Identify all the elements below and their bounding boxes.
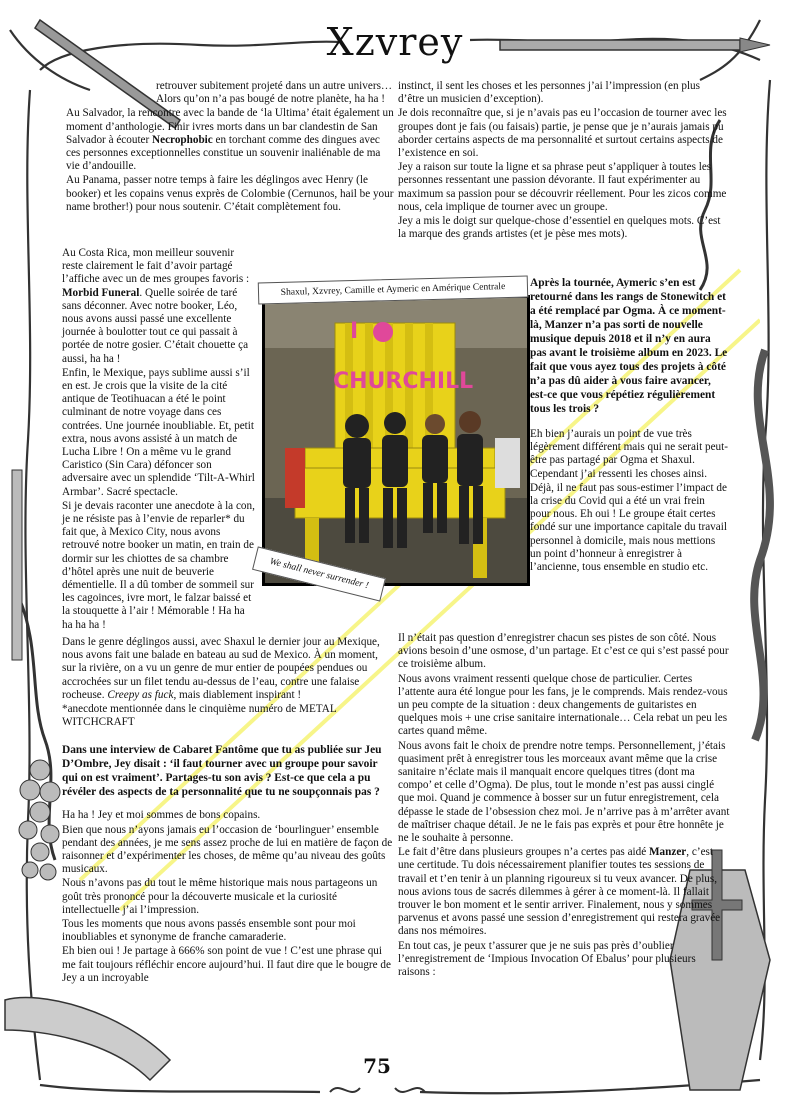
- page-title: Xzvrey: [326, 20, 464, 64]
- left-column-top: [66, 80, 396, 215]
- left-paragraph: Ha ha ! Jey et moi sommes de bons copains.: [62, 809, 261, 822]
- right-paragraph: Nous avons fait le choix de prendre notre temps. Personnellement, j’étais quasiment prêt à enregistrer tous les morceaux avant même que la crise sanitaire n’éclate mais il manquait encore quelques titres (dont ma compo’ et celle d’Ogma). De plus, tout le monde n’est pas aussi cinglé que moi. Quand je commence à bosser sur un futur enregistrement, cela dépasse le stade de l’obsession chez moi. Je n’arrive pas à m’arrêter avant de maîtriser chaque détail. Je ne le fais pas exprès et pour être honnête je ne le souhaite à personne.: [398, 739, 730, 845]
- left-column-lower: [62, 636, 394, 986]
- right-paragraph: Déjà, il ne faut pas sous-estimer l’impact de la crise du Covid qui a été un vrai frein pour nous. Eh oui ! Le groupe était certes fondé sur une importance capitale du travail personnel à domicile, mais nous mettions un point d’honneur à enregistrer à l’ancienne, tous ensemble en studio etc.: [530, 481, 727, 574]
- right-paragraph: Je dois reconnaître que, si je n’avais pas eu l’occasion de tourner avec les groupes dont je fais (ou faisais) partie, je pense que je n’aurais jamais pu aborder certains aspects de ma personnalité et surtout certains aspects de l’existence en soi.: [398, 107, 727, 160]
- right-paragraph: Il n’était pas question d’enregistrer chacun ses pistes de son côté. Nous avions besoin d’une osmose, d’un partage. Et c’est ce qui s’est passé pour ce troisième album.: [398, 632, 729, 671]
- right-paragraph: Eh bien j’aurais un point de vue très légèrement différent mais qui ne serait peut-être pas partagé par Ogma et Shaxul. Cependant j’ai ressenti les choses ainsi.: [530, 428, 728, 480]
- interview-question: Dans une interview de Cabaret Fantôme que tu as publiée sur Jeu D’Ombre, Jey disait : ‘il faut tourner avec un groupe pour savoir qui on est vraiment’. Partages-tu son avis ? Est-ce que cela a pu révéler des aspects de ta personnalité que tu ne soupçonnais pas ?: [62, 744, 382, 799]
- photo-caption: Shaxul, Xzvrey, Camille et Aymeric en Amérique Centrale: [258, 275, 528, 304]
- left-paragraph: Au Panama, passer notre temps à faire les déglingos avec Henry (le booker) et les copains venus exprès de Colombie (Cernunos, hail be your name brother!) pour nous soutenir. C’était complètement fou.: [66, 174, 394, 213]
- right-paragraph: instinct, il sent les choses et les personnes j’ai l’impression (en plus d’être un musicien d’exception).: [398, 80, 701, 106]
- right-column-top: [398, 80, 728, 242]
- left-paragraph: Au Costa Rica, mon meilleur souvenir reste clairement le fait d’avoir partagé l’affiche avec un de mes groupes favoris : Morbid Funeral. Quelle soirée de taré sans déconner. Avec notre booker, Léo, nous avons aussi passé une excellente journée à boulotter tout ce qui passait à portée de notre gosier. C’était chouette ça aussi, ha ha !: [62, 247, 250, 365]
- right-paragraph: Jey a mis le doigt sur quelque-chose d’essentiel en quelques mots. C’est la marque des grands artistes (et je pèse mes mots).: [398, 215, 721, 241]
- right-paragraph: Le fait d’être dans plusieurs groupes n’a certes pas aidé Manzer, c’est une certitude. Tu dois nécessairement planifier toutes tes sessions de travail et t’en tenir à un planning rigoureux si tu veux avancer. De plus, nous avions tous de sacrés dilemmes à gérer à ce moment-là. Il fallait trouver le bon moment et le sentir arriver. Finalement, nous y sommes parvenus et avons passé une session d’enregistrement qui restera gravée dans nos mémoires.: [398, 846, 721, 938]
- interview-question: Après la tournée, Aymeric s’en est retourné dans les rangs de Stonewitch et a été remplacé par Ogma. À ce moment-là, Manzer n’a pas sorti de nouvelle musique depuis 2018 et il n’y en aura pas avant le troisième album en 2023. Le fait que vous ayez tous des projets à côté n’a pas dû aider à vous faire avancer, est-ce que vous répétiez régulièrement tous les trois ?: [530, 277, 728, 415]
- left-paragraph: Au Salvador, la rencontre avec la bande de ‘la Ultima’ était également un moment d’anthologie. Finir ivres morts dans un bar clandestin de San Salvador à écouter Necrophobic en torchant comme des dingues avec ces personnes exceptionnelles constitue un souvenir inaliénable de ma vie d’andouille.: [66, 107, 394, 173]
- svg-text:CHURCHILL: CHURCHILL: [333, 369, 474, 394]
- left-paragraph: Eh bien oui ! Je partage à 666% son point de vue ! C’est une phrase qui me fait toujours réfléchir encore aujourd’hui. Il faut dire que le bougre de Jey a un incroyable: [62, 945, 391, 984]
- left-footnote: *anecdote mentionnée dans le cinquième numéro de METAL WITCHCRAFT: [62, 703, 337, 729]
- left-column-mid: [62, 247, 257, 633]
- right-paragraph: Jey a raison sur toute la ligne et sa phrase peut s’appliquer à toutes les personnes ressentant une passion dévorante. Il faut expérimenter au maximum sa passion pour se découvrir réellement. Pour les zicos comme nous, cela implique de tourner avec un groupe.: [398, 161, 727, 213]
- right-paragraph: Nous avons vraiment ressenti quelque chose de particulier. Certes l’attente aura été longue pour les fans, je le comprends. Mais rendez-vous un peu compte de la situation : deux changements de guitaristes en quelques mois + une crise sanitaire internationale… Cela rebat un peu les cartes quand même.: [398, 672, 728, 738]
- photo-illustration: [265, 298, 527, 583]
- band-photo: [262, 295, 530, 586]
- photo-sticker: We shall never surrender !: [252, 546, 386, 601]
- right-column-mid: [530, 276, 728, 575]
- left-paragraph: Dans le genre déglingos aussi, avec Shaxul le dernier jour au Mexique, nous avons fait une balade en bateau au sud de Mexico. À un moment, sur la rivière, on a vu un genre de mur entier de poupées pendues ou accrochées sur un filet tendu au-dessus de l’eau, contre une falaise rocheuse. Creepy as fuck, mais diablement inspirant !: [62, 636, 380, 701]
- left-paragraph: Tous les moments que nous avons passés ensemble sont pour moi inoubliables et synonyme de franche camaraderie.: [62, 918, 356, 944]
- left-paragraph: retrouver subitement projeté dans un autre univers… Alors qu’on n’a pas bougé de notre planète, ha ha !: [156, 80, 393, 106]
- svg-text:I: I: [350, 319, 359, 344]
- left-paragraph: Bien que nous n’ayons jamais eu l’occasion de ‘bourlinguer’ ensemble pendant des années, je me sens assez proche de lui en matière de façon de raisonner et d’expérimenter les choses, de même qu’au niveau des goûts musicaux.: [62, 823, 393, 876]
- left-paragraph: Nous n’avons pas du tout le même historique mais nous partageons un goût très prononcé pour la découverte musicale et la curiosité intellectuelle j’ai l’impression.: [62, 877, 378, 916]
- left-paragraph: Si je devais raconter une anecdote à la con, je ne résiste pas à l’envie de reparler* du fait que, à Mexico City, nous avons retrouvé notre booker un matin, en train de dormir sur les chiottes de sa chambre d’hôtel après une nuit de beuverie démentielle. Il a dû tomber de sommeil sur les cagoinces, ivre mort, le falzar baissé et la stouquette à l’air ! Mémorable ! Ha ha ha ha ha !: [62, 499, 255, 631]
- left-paragraph: Enfin, le Mexique, pays sublime aussi s’il en est. Je crois que la visite de la cité antique de Teotihuacan a été le point culminant de notre voyage dans ces contrées. Une journée inoubliable. Et, petit extra, nous avons assisté à un match de Lucha Libre ! On a même vu le grand Caristico (Sin Cara) défoncer son adversaire avec un splendide ‘Tilt-A-Whirl Armbar’. Sacré spectacle.: [62, 366, 255, 498]
- right-paragraph: En tout cas, je peux t’assurer que je ne suis pas près d’oublier l’enregistrement de ‘Impious Invocation Of Ebalus’ pour plusieurs raisons :: [398, 939, 696, 979]
- page-number: 75: [363, 1054, 391, 1078]
- right-column-lower: [398, 632, 730, 980]
